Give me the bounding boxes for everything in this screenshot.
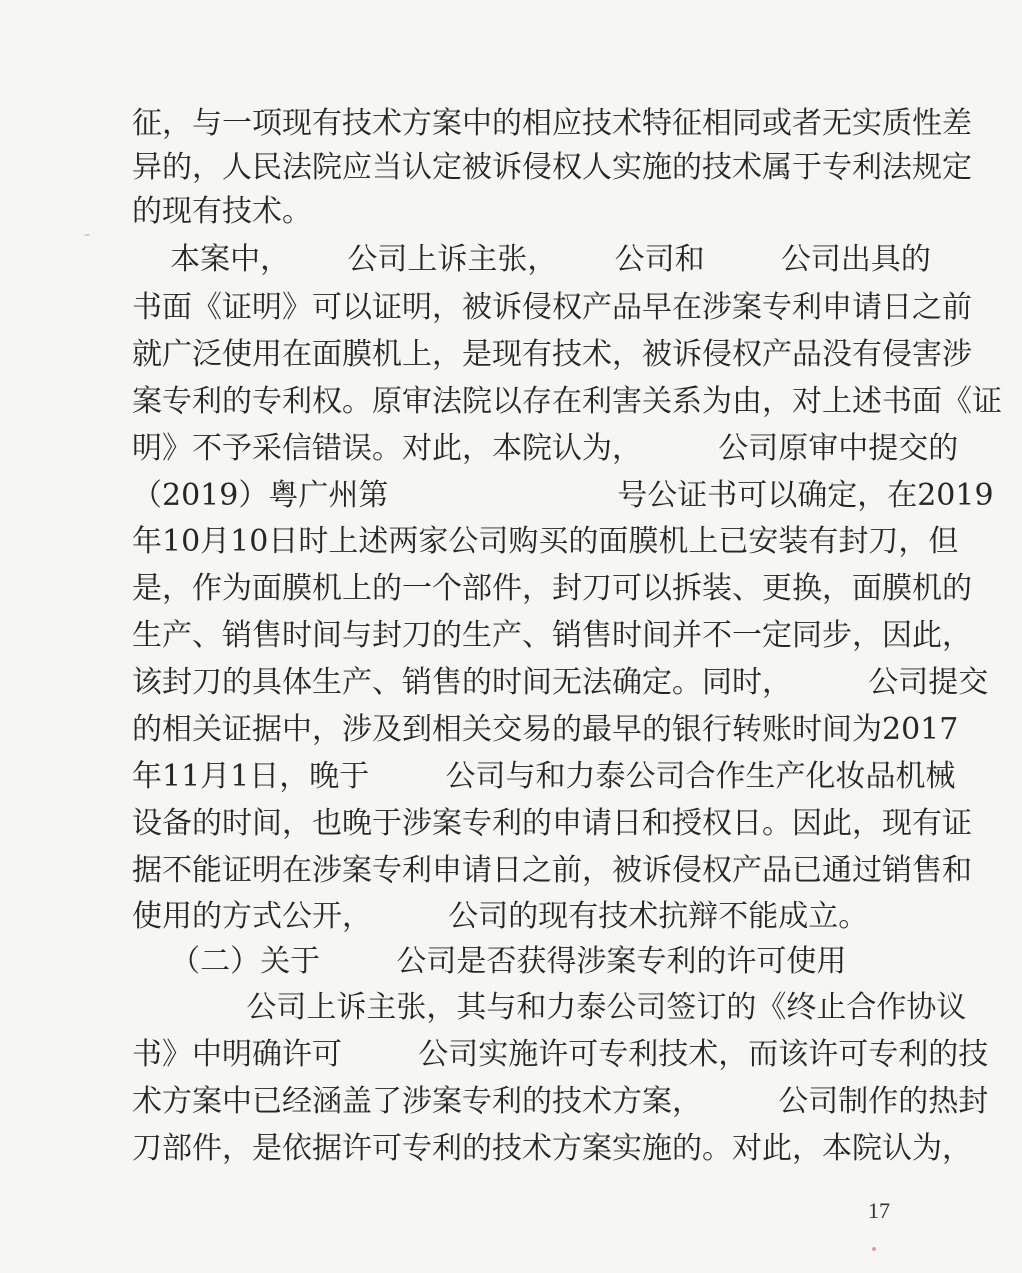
text-line: 年11月1日，晚于 公司与和力泰公司合作生产化妆品机械 — [132, 759, 956, 794]
text-line: 是，作为面膜机上的一个部件，封刀可以拆装、更换，面膜机的 — [132, 571, 972, 606]
text-line: 设备的时间，也晚于涉案专利的申请日和授权日。因此，现有证 — [132, 806, 972, 841]
text-line: 书面《证明》可以证明，被诉侵权产品早在涉案专利申请日之前 — [132, 290, 972, 325]
text-line: 的相关证据中，涉及到相关交易的最早的银行转账时间为2017 — [132, 712, 959, 747]
text-line: 本案中， 公司上诉主张， 公司和 公司出具的 — [132, 242, 931, 277]
scan-speck — [872, 1247, 876, 1251]
text-line: 的现有技术。 — [132, 194, 312, 229]
text-line: 术方案中已经涵盖了涉案专利的技术方案， 公司制作的热封 — [132, 1084, 989, 1119]
text-line: 案专利的专利权。原审法院以存在利害关系为由，对上述书面《证 — [132, 384, 1002, 419]
text-line: （2019）粤广州第 号公证书可以确定，在2019 — [132, 478, 994, 513]
text-line: 明》不予采信错误。对此，本院认为， 公司原审中提交的 — [132, 431, 959, 466]
text-line: 刀部件，是依据许可专利的技术方案实施的。对此，本院认为， — [132, 1131, 972, 1166]
text-line: 征，与一项现有技术方案中的相应技术特征相同或者无实质性差 — [132, 106, 972, 141]
text-line: 该封刀的具体生产、销售的时间无法确定。同时， 公司提交 — [132, 665, 989, 700]
text-line: 就广泛使用在面膜机上，是现有技术，被诉侵权产品没有侵害涉 — [132, 337, 972, 372]
scan-speck — [84, 234, 90, 236]
text-line: 书》中明确许可 公司实施许可专利技术，而该许可专利的技 — [132, 1037, 989, 1072]
text-line: （二）关于 公司是否获得涉案专利的许可使用 — [132, 944, 847, 979]
page-number: 17 — [868, 1198, 890, 1223]
text-line: 使用的方式公开， 公司的现有技术抗辩不能成立。 — [132, 899, 869, 934]
text-line: 年10月10日时上述两家公司购买的面膜机上已安装有封刀，但 — [132, 524, 959, 559]
text-line: 公司上诉主张，其与和力泰公司签订的《终止合作协议 — [132, 990, 967, 1025]
text-line: 异的，人民法院应当认定被诉侵权人实施的技术属于专利法规定 — [132, 150, 972, 185]
text-line: 据不能证明在涉案专利申请日之前，被诉侵权产品已通过销售和 — [132, 853, 972, 888]
text-line: 生产、销售时间与封刀的生产、销售时间并不一定同步，因此， — [132, 618, 972, 653]
